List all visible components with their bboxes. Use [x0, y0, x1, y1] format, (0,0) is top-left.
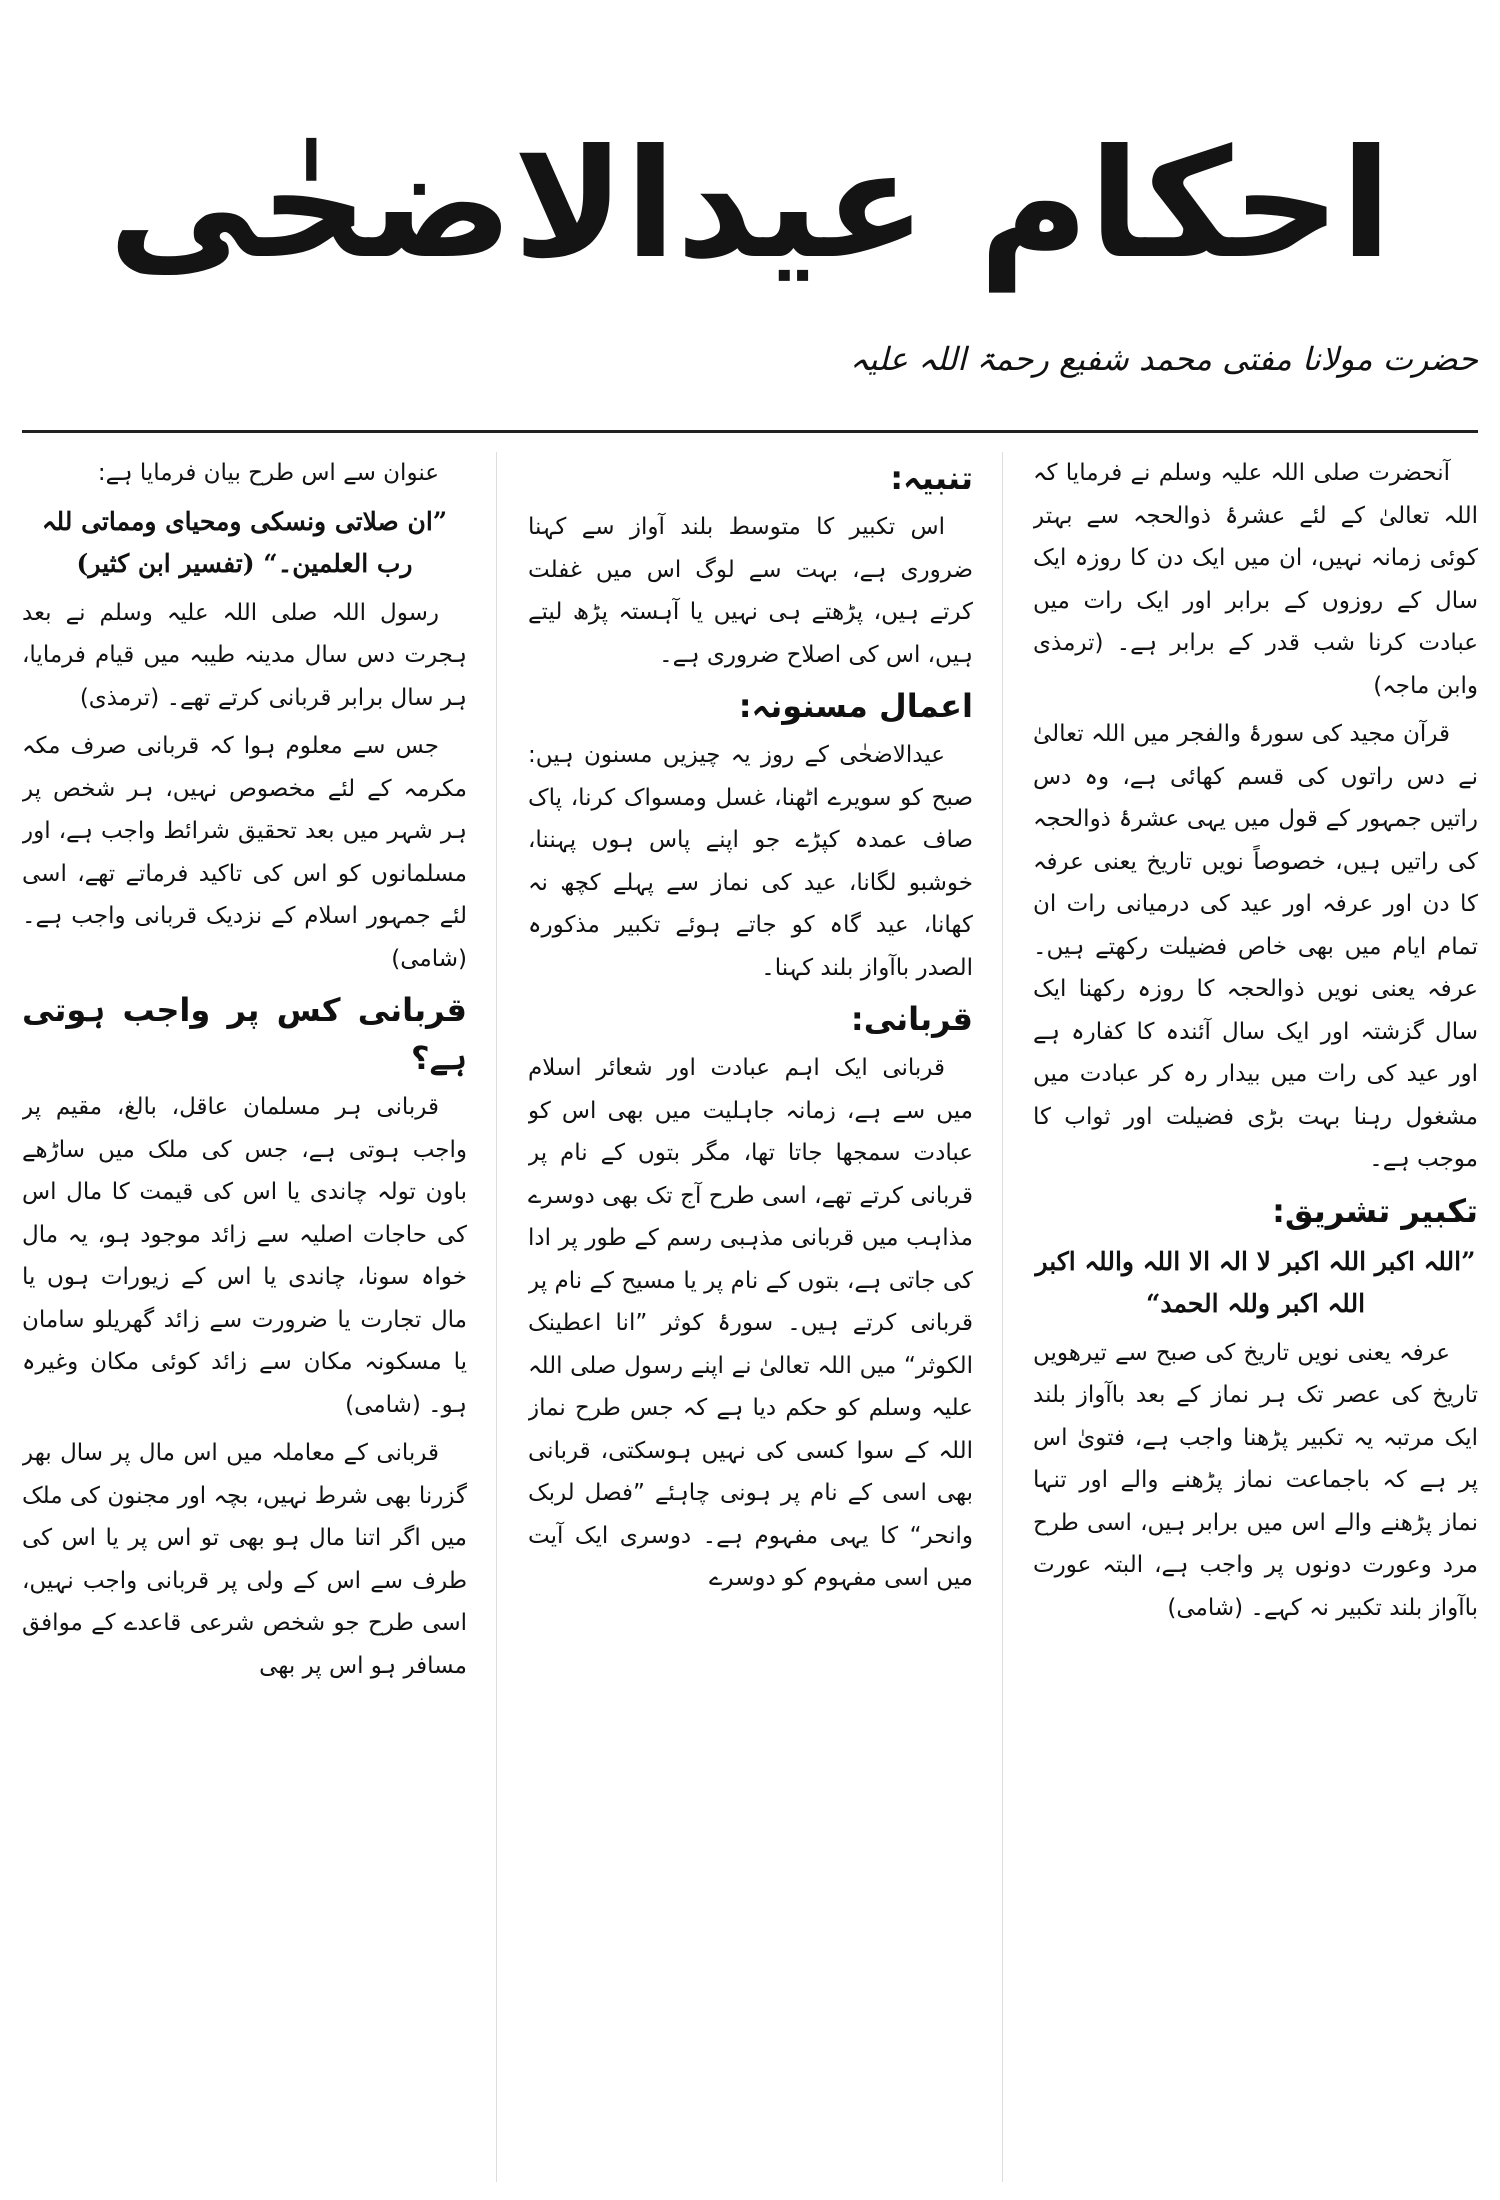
paragraph: عرفہ یعنی نویں تاریخ کی صبح سے تیرھویں تاریخ کی عصر تک ہر نماز کے بعد باآواز بلند ایک مرتبہ یہ تکبیر پڑھنا واجب ہے، فتویٰ اس پر ہے کہ باجماعت نماز پڑھنے والے اور تنہا نماز پڑھنے والے اس میں برابر ہیں، اسی طرح مرد وعورت دونوں پر واجب ہے، البتہ عورت باآواز بلند تکبیر نہ کہے۔ (شامی): [1033, 1339, 1478, 1621]
paragraph: جس سے معلوم ہوا کہ قربانی صرف مکہ مکرمہ کے لئے مخصوص نہیں، ہر شخص پر ہر شہر میں بعد تحقیق شرائط واجب ہے، اور مسلمانوں کو اس کی تاکید فرماتے تھے، اسی لئے جمہور اسلام کے نزدیک قربانی واجب ہے۔ (شامی): [22, 733, 467, 972]
verse-quote: ”ان صلاتی ونسکی ومحیای ومماتی للہ رب العلمین۔“ (تفسیر ابن کثیر): [41, 506, 448, 578]
section-heading: تکبیر تشریق:: [1272, 1191, 1478, 1230]
section-heading: تنبیہ:: [890, 459, 973, 497]
paragraph: قرآن مجید کی سورۂ والفجر میں اللہ تعالیٰ نے دس راتوں کی قسم کھائی ہے، وہ دس راتیں جمہور کے قول میں یہی عشرۂ ذوالحجہ کی راتیں ہیں، خصوصاً نویں تاریخ یعنی عرفہ کا دن اور عرفہ اور عید کی درمیانی رات ان تمام ایام میں بھی خاص فضیلت رکھتے ہیں۔ عرفہ یعنی نویں ذوالحجہ کا روزہ رکھنا ایک سال گزشتہ اور ایک سال آئندہ کا کفارہ ہے اور عید کی رات میں بیدار رہ کر عبادت میں مشغول رہنا بہت بڑی فضیلت اور ثواب کا موجب ہے۔: [1033, 721, 1478, 1172]
paragraph: قربانی ہر مسلمان عاقل، بالغ، مقیم پر واجب ہوتی ہے، جس کی ملک میں ساڑھے باون تولہ چاندی یا اس کی قیمت کا مال اس کی حاجات اصلیہ سے زائد موجود ہو، یہ مال خواہ سونا، چاندی یا اس کے زیورات ہوں یا مال تجارت یا ضرورت سے زائد گھریلو سامان یا مسکونہ مکان سے زائد کوئی مکان وغیرہ ہو۔ (شامی): [22, 1094, 467, 1418]
paragraph: رسول اللہ صلی اللہ علیہ وسلم نے بعد ہجرت دس سال مدینہ طیبہ میں قیام فرمایا، ہر سال برابر قربانی کرتے تھے۔ (ترمذی): [22, 599, 467, 711]
paragraph: عیدالاضحٰی کے روز یہ چیزیں مسنون ہیں: صبح کو سویرے اٹھنا، غسل ومسواک کرنا، پاک صاف عمدہ کپڑے جو اپنے پاس ہوں پہننا، خوشبو لگانا، عید کی نماز سے پہلے کچھ نہ کھانا، عید گاہ کو جاتے ہوئے تکبیر مذکورہ الصدر باآواز بلند کہنا۔: [528, 742, 973, 981]
paragraph: آنحضرت صلی اللہ علیہ وسلم نے فرمایا کہ اللہ تعالیٰ کے لئے عشرۂ ذوالحجہ سے بہتر کوئی زمانہ نہیں، ان میں ایک دن کا روزہ ایک سال کے روزوں کے برابر اور ایک رات میں عبادت کرنا شب قدر کے برابر ہے۔ (ترمذی وابن ماجہ): [1033, 460, 1478, 699]
column-separator: [496, 452, 497, 2182]
paragraph: اس تکبیر کا متوسط بلند آواز سے کہنا ضروری ہے، بہت سے لوگ اس میں غفلت کرتے ہیں، پڑھتے ہی نہیں یا آہستہ پڑھ لیتے ہیں، اس کی اصلاح ضروری ہے۔: [528, 514, 973, 668]
author-byline: حضرت مولانا مفتی محمد شفیع رحمۃ اللہ علیہ: [849, 340, 1478, 378]
section-heading: قربانی کس پر واجب ہوتی ہے؟: [22, 991, 467, 1077]
paragraph: قربانی ایک اہم عبادت اور شعائر اسلام میں سے ہے، زمانہ جاہلیت میں بھی اس کو عبادت سمجھا جاتا تھا، مگر بتوں کے نام پر قربانی کرتے تھے، اسی طرح آج تک بھی دوسرے مذاہب میں قربانی مذہبی رسم کے طور پر ادا کی جاتی ہے، بتوں کے نام پر یا مسیح کے نام پر قربانی کرتے ہیں۔ سورۂ کوثر ”انا اعطینک الکوثر“ میں اللہ تعالیٰ نے اپنے رسول صلی اللہ علیہ وسلم کو حکم دیا ہے کہ جس طرح نماز اللہ کے سوا کسی کی نہیں ہوسکتی، قربانی بھی اسی کے نام پر ہونی چاہئے ”فصل لربک وانحر“ کا یہی مفہوم ہے۔ دوسری ایک آیت میں اسی مفہوم کو دوسرے: [528, 1055, 973, 1591]
section-heading: قربانی:: [850, 1000, 973, 1038]
section-heading: اعمال مسنونہ:: [738, 687, 973, 725]
article-column-1: [1033, 452, 1478, 2182]
article-column-3: [22, 452, 467, 2182]
paragraph: عنوان سے اس طرح بیان فرمایا ہے:: [97, 460, 439, 486]
paragraph: قربانی کے معاملہ میں اس مال پر سال بھر گزرنا بھی شرط نہیں، بچہ اور مجنون کی ملک میں اگر اتنا مال ہو بھی تو اس پر یا اس کی طرف سے اس کے ولی پر قربانی واجب نہیں، اسی طرح جو شخص شرعی قاعدے کے موافق مسافر ہو اس پر بھی: [22, 1440, 467, 1679]
page-title: احکام عیدالاضحٰی: [108, 118, 1392, 292]
article-column-2: [528, 452, 973, 2182]
header-divider: [22, 430, 1478, 433]
verse-quote: ”اللہ اکبر اللہ اکبر لا الہ الا اللہ واللہ اکبر اللہ اکبر وللہ الحمد“: [1035, 1246, 1476, 1318]
column-separator: [1002, 452, 1003, 2182]
